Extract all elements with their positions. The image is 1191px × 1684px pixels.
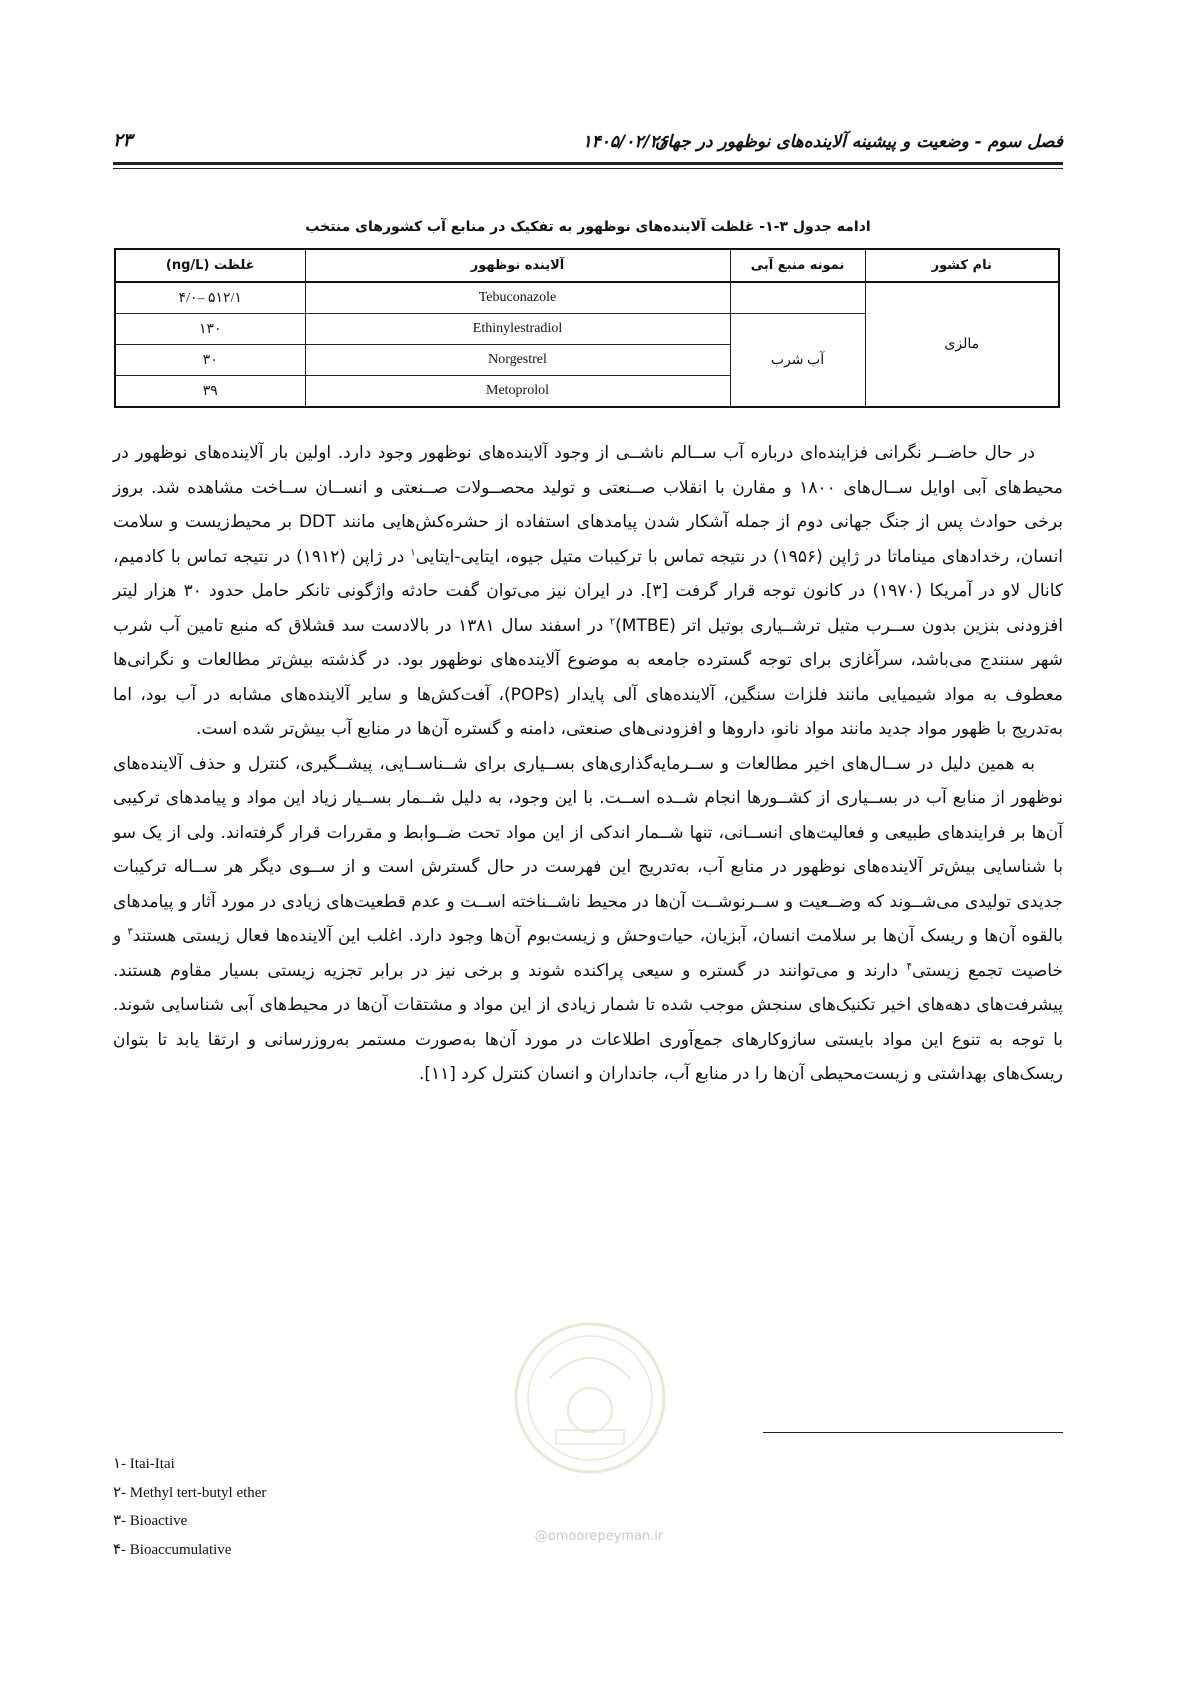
running-header bbox=[113, 128, 1063, 158]
cell-pollutant: Ethinylestradiol bbox=[305, 314, 730, 345]
cell-country: مالزی bbox=[865, 282, 1059, 407]
footnote-ref-1: ۱ bbox=[410, 546, 416, 558]
cell-concentration: ۳۹ bbox=[115, 376, 305, 408]
cell-concentration: ۳۰ bbox=[115, 345, 305, 376]
header-rule-thin bbox=[113, 168, 1063, 169]
paragraph-1-part-a: در حال حاضــر نگرانی فزاینده‌ای درباره آب ســالم ناشــی از وجود آلاینده‌های نوظهور وجود دارد. اولین بار آلاینده‌های نوظهور در محیط‌های آبی اوایل ســال‌های ۱۸۰۰ و مقارن با انقلاب صــنعتی و تولید محصــولات صــنعتی و انســان ســاخت مشاهده شد. بروز برخی حوادث پس از جنگ جهانی دوم از جمله آشکار شدن پیامدهای استفاده از حشره‌کش‌هایی مانند DDT بر محیط‌زیست و سلامت انسان، رخدادهای میناماتا در ژاپن (۱۹۵۶) در نتیجه تماس با ترکیبات متیل جیوه، ایتایی-ایتایی bbox=[113, 443, 1064, 567]
table-caption: ادامه جدول ۳-۱- غلظت آلاینده‌های نوظهور به تفکیک در منابع آب کشورهای منتخب bbox=[305, 219, 871, 235]
paragraph-1-part-c: در اسفند سال ۱۳۸۱ در بالادست سد قشلاق که منبع تامین آب شرب شهر سنندج می‌باشد، سرآغازی برای توجه گسترده جامعه به موضوع آلاینده‌های نوظهور بود. در گذشته بیش‌تر مطالعات و نگرانی‌ها معطوف به مواد شیمیایی مانند فلزات سنگین، آلاینده‌های آلی پایدار (POPs)، آفت‌کش‌ها و سایر آلاینده‌های مشابه در آب بود، اما به‌تدریج با ظهور مواد جدید مانند مواد نانو، داروها و افزودنی‌های صنعتی، دامنه و گستره آن‌ها در منابع آب بیش‌تر شده است. bbox=[113, 615, 1063, 739]
footnote-ref-3: ۳ bbox=[127, 926, 133, 938]
header-pollutant: آلاینده نوظهور bbox=[305, 249, 730, 282]
cell-source-empty bbox=[730, 282, 865, 314]
paragraph-2 bbox=[113, 747, 1063, 1092]
footnote-ref-4: ۴ bbox=[906, 960, 913, 972]
footnote-ref-2: ۲ bbox=[609, 615, 616, 627]
footnote-3: ۳- Bioactive bbox=[113, 1513, 188, 1529]
watermark-text: @omoorepeyman.ir bbox=[534, 1529, 664, 1544]
footnote-4: ۴- Bioaccumulative bbox=[113, 1541, 232, 1558]
header-rule-thick bbox=[113, 162, 1063, 165]
cell-concentration: ۵۱۲/۱ –۴/۰ bbox=[115, 282, 305, 314]
header-date: ۱۴۰۵/۰۲/۲۶ bbox=[582, 132, 668, 152]
paragraph-1 bbox=[113, 436, 1063, 747]
footnote-1: ۱- Itai-Itai bbox=[113, 1456, 175, 1472]
paragraph-1-part-b: در ژاپن (۱۹۱۲) در نتیجه تماس با کادمیم، کانال لاو در آمریکا (۱۹۷۰) در کانون توجه قرار گرفت [۳]. در ایران نیز می‌توان گفت حادثه واژگونی تانکر حامل حدود ۳۰ هزار لیتر افزودنی بنزین بدون ســرب متیل ترشــیاری بوتیل اتر (MTBE) bbox=[113, 546, 1064, 636]
watermark-seal-icon bbox=[510, 1318, 670, 1478]
footnote-rule bbox=[763, 1432, 1063, 1433]
concentration-table bbox=[114, 248, 1060, 408]
paragraph-2-part-a: به همین دلیل در ســال‌های اخیر مطالعات و ســرمایه‌گذاری‌های بســیاری برای شــناســایی، پیشــگیری، کنترل و حذف آلاینده‌های نوظهور از منابع آب در بســیاری از کشــورها انجام شــده اســت. با این وجود، به دلیل شــمار بســیار زیاد این مواد و پیامدهای ترکیبی آن‌ها بر فرایندهای طبیعی و فعالیت‌های انســانی، تنها شــمار اندکی از این مواد تحت ضــوابط و مقررات قرار گرفته‌اند. ولی از یک سو با شناسایی بیش‌تر آلاینده‌های نوظهور در منابع آب، به‌تدریج این فهرست در حال گسترش است و از ســوی دیگر هر ســاله ترکیبات جدیدی تولیدی می‌شــوند که وضــعیت و ســرنوشــت آن‌ها در محیط ناشــناخته اســت و عدم قطعیت‌های زیادی در مورد آثار و پیامدهای بالقوه آن‌ها و ریسک آن‌ها بر سلامت انسان، آبزیان، حیات‌وحش و زیست‌بوم آن‌ها وجود دارد. اغلب این آلاینده‌ها فعال زیستی هستند bbox=[113, 753, 1063, 946]
cell-source: آب شرب bbox=[730, 314, 865, 408]
footnote-2: ۲- Methyl tert-butyl ether bbox=[113, 1484, 267, 1501]
cell-pollutant: Metoprolol bbox=[305, 376, 730, 408]
header-source: نمونه منبع آبی bbox=[730, 249, 865, 282]
paragraph-2-part-b: و خاصیت تجمع زیستی bbox=[113, 926, 1063, 981]
page-number: ۲۳ bbox=[113, 130, 133, 151]
paragraph-2-part-c: دارند و می‌توانند در گستره و سیعی پراکنده شوند و برخی نیز در برابر تجزیه زیستی بسیار مقاوم هستند. پیشرفت‌های دهه‌های اخیر تکنیک‌های سنجش موجب شده تا شمار زیادی از این مواد و مشتقات آن‌ها در محیط‌های آبی شناسایی شوند. با توجه به تنوع این مواد بایستی سازوکارهای جمع‌آوری اطلاعات در مورد آن‌ها به‌صورت مستمر به‌روزرسانی و ارتقا یابد تا بتوان ریسک‌های بهداشتی و زیست‌محیطی آن‌ها را در منابع آب، جانداران و انسان کنترل کرد [۱۱]. bbox=[113, 960, 1063, 1084]
cell-pollutant: Tebuconazole bbox=[305, 282, 730, 314]
table-row bbox=[115, 282, 1059, 314]
table-header-row bbox=[115, 249, 1059, 282]
header-country: نام کشور bbox=[865, 249, 1059, 282]
body-text bbox=[113, 436, 1063, 1092]
footnotes bbox=[113, 1450, 513, 1564]
header-concentration: غلظت (ng/L) bbox=[115, 249, 305, 282]
chapter-title: فصل سوم - وضعیت و پیشینه آلاینده‌های نوظهور در جهان bbox=[654, 132, 1063, 152]
cell-pollutant: Norgestrel bbox=[305, 345, 730, 376]
cell-concentration: ۱۳۰ bbox=[115, 314, 305, 345]
